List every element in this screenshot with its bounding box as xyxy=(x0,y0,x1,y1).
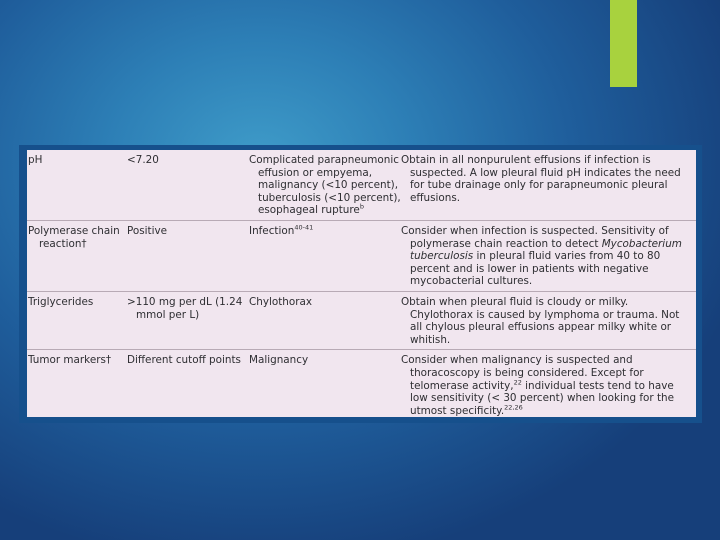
condition-cell: Malignancy xyxy=(249,354,309,367)
table-row xyxy=(27,150,696,220)
comment-text: individual tests tend to have low sensitivity (< 30 percent) when looking for the utmost specificity. xyxy=(410,379,674,417)
comment-text: in pleural fluid varies from 40 to 80 percent and is lower in patients with negative mycobacterial cultures. xyxy=(410,250,661,288)
table-row xyxy=(27,220,696,291)
test-cell: Tumor markers† xyxy=(28,354,112,367)
comment-cell: Obtain in all nonpurulent effusions if infection is suspected. A low pleural fluid pH indicates the need for tube drainage only for parapneumonic pleural effusions. xyxy=(401,154,681,204)
comment-cell: Obtain when pleural fluid is cloudy or milky. Chylothorax is caused by lymphoma or trauma. Not all chylous pleural effusions appear milky white or whitish. xyxy=(401,295,680,346)
test-cell: pH xyxy=(28,154,43,166)
result-cell: >110 mg per dL (1.24 mmol per L) xyxy=(127,295,243,321)
table-row xyxy=(27,350,696,417)
pleural-fluid-tests-table xyxy=(27,150,696,417)
condition-text: Complicated parapneumonic effusion or empyema, malignancy (<10 percent), tuberculosis (<10 percent), esophageal rupture xyxy=(249,154,401,217)
condition-cell: Chylothorax xyxy=(249,295,313,308)
condition-text: Infection xyxy=(249,224,295,237)
table-row xyxy=(27,291,696,349)
test-cell: Triglycerides xyxy=(28,295,94,308)
result-cell: Different cutoff points xyxy=(127,354,241,367)
result-cell: <7.20 xyxy=(127,154,159,166)
footnote-ref: 22,26 xyxy=(504,403,523,412)
footnote-ref: b xyxy=(359,202,364,211)
footnote-ref: 22 xyxy=(513,378,522,387)
comment-text: Consider when malignancy is suspected and thoracoscopy is being considered. Except for telomerase activity, xyxy=(401,354,644,392)
condition-cell xyxy=(249,220,401,291)
condition-cell xyxy=(249,150,401,220)
comment-cell xyxy=(401,220,696,291)
table-frame xyxy=(19,145,702,423)
organism-name: Mycobacterium tuberculosis xyxy=(410,237,682,263)
footnote-ref: 40-41 xyxy=(294,223,314,232)
comment-text: Consider when infection is suspected. Sensitivity of polymerase chain reaction to detect xyxy=(401,224,669,250)
comment-cell xyxy=(401,350,696,417)
test-cell: Polymerase chain reaction† xyxy=(28,224,120,250)
accent-bar xyxy=(610,0,637,87)
result-cell: Positive xyxy=(127,224,168,237)
table-panel xyxy=(27,150,696,417)
